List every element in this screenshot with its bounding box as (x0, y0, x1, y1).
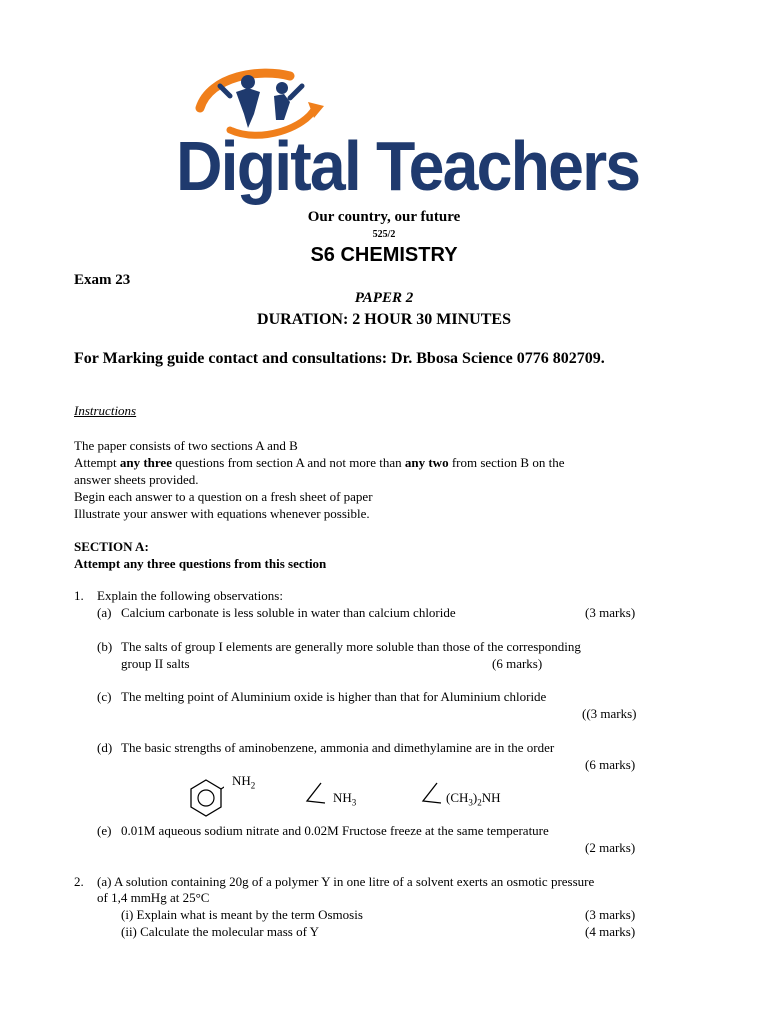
chem-subscript: 2 (250, 780, 256, 791)
part-text: Calcium carbonate is less soluble in water than calcium chloride (121, 605, 456, 620)
contact-line: For Marking guide contact and consultations: Dr. Bbosa Science 0776 802709. (74, 350, 605, 367)
part-text: (i) Explain what is meant by the term Osmosis (121, 907, 363, 922)
question-number: 1. (74, 588, 84, 603)
marks: (3 marks) (585, 907, 636, 922)
part-text: The melting point of Aluminium oxide is higher than that for Aluminium chloride (121, 689, 547, 704)
instruction-text: questions from section A and not more than (171, 455, 405, 470)
instruction-line: The paper consists of two sections A and B (74, 438, 298, 453)
instruction-text: from section B on the (448, 455, 565, 470)
part-label: (a) (97, 605, 112, 620)
part-text: 0.01M aqueous sodium nitrate and 0.02M Fructose freeze at the same temperature (121, 823, 549, 838)
digital-teachers-logo (170, 68, 640, 214)
chem-text: NH (481, 790, 501, 805)
question-stem: Explain the following observations: (97, 588, 283, 603)
marks: (4 marks) (585, 924, 636, 939)
part-text: The salts of group I elements are generally more soluble than those of the corresponding (121, 639, 581, 654)
chem-text: NH (333, 790, 352, 805)
exam-number: Exam 23 (74, 272, 131, 288)
part-text: The basic strengths of aminobenzene, ammonia and dimethylamine are in the order (121, 740, 555, 755)
bond-line-icon (421, 781, 443, 807)
paper-label: PAPER 2 (354, 290, 414, 306)
instruction-emphasis: any two (404, 455, 449, 470)
instruction-line: Illustrate your answer with equations whenever possible. (74, 506, 370, 521)
chem-subscript: 3 (468, 797, 473, 808)
page-title: S6 CHEMISTRY (310, 244, 458, 266)
section-a-heading: SECTION A: (74, 539, 149, 554)
section-a-instruction: Attempt any three questions from this section (74, 556, 327, 571)
question-number: 2. (74, 874, 84, 889)
logo-text: Digital Teachers (176, 127, 640, 205)
bond-line-icon (305, 781, 327, 807)
part-text: of 1,4 mmHg at 25°C (97, 890, 210, 905)
part-text: group II salts (121, 656, 190, 671)
benzene-ring-icon (188, 778, 224, 818)
marks: (6 marks) (492, 656, 543, 671)
part-text: (a) A solution containing 20g of a polymer Y in one litre of a solvent exerts an osmotic pressure (97, 874, 595, 889)
chem-text: NH (232, 773, 251, 788)
marks: (2 marks) (585, 840, 636, 855)
part-label: (b) (97, 639, 113, 654)
duration: DURATION: 2 HOUR 30 MINUTES (257, 311, 511, 328)
instruction-line: answer sheets provided. (74, 472, 199, 487)
chem-subscript: 2 (477, 797, 482, 808)
motto: Our country, our future (307, 209, 461, 225)
instruction-emphasis: any three (119, 455, 172, 470)
ammonia-label (333, 790, 356, 808)
instructions-heading: Instructions (74, 403, 137, 418)
instruction-line: Begin each answer to a question on a fresh sheet of paper (74, 489, 373, 504)
part-label: (d) (97, 740, 113, 755)
marks: (6 marks) (585, 757, 636, 772)
part-label: (c) (97, 689, 112, 704)
marks: (3 marks) (585, 605, 636, 620)
aminobenzene-label (232, 773, 255, 791)
paper-code: 525/2 (372, 229, 396, 240)
instruction-line (74, 454, 564, 471)
instruction-text: Attempt (74, 455, 120, 470)
dimethylamine-label (446, 790, 501, 808)
marks: ((3 marks) (582, 706, 637, 721)
chem-text: (CH (446, 790, 469, 805)
chem-subscript: 3 (351, 797, 357, 808)
part-label: (e) (97, 823, 112, 838)
chem-text: ) (472, 790, 478, 805)
part-text: (ii) Calculate the molecular mass of Y (121, 924, 320, 939)
